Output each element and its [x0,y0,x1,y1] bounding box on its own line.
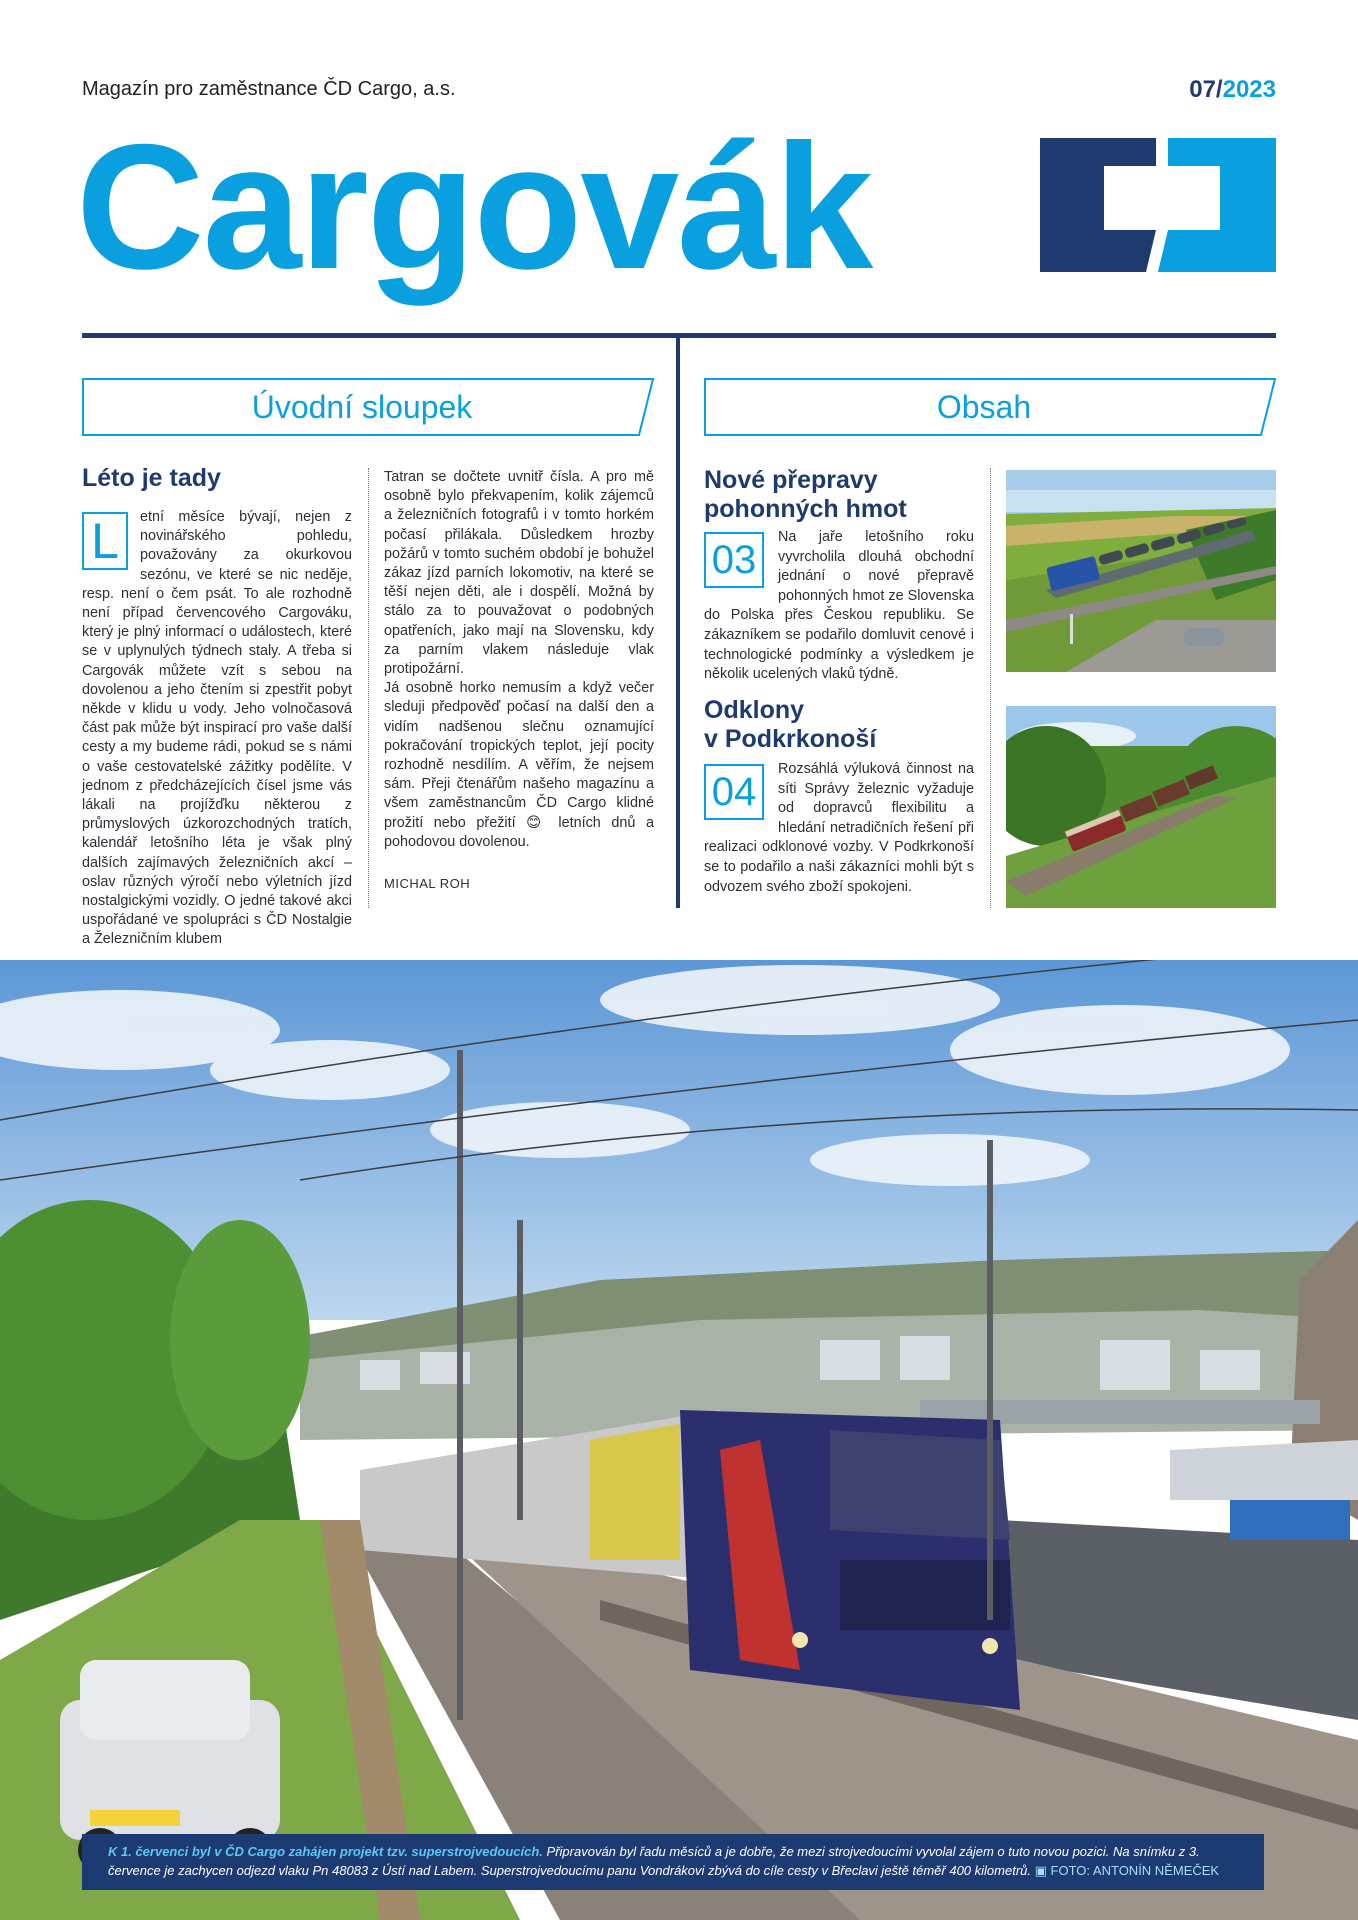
column-rule [676,338,680,908]
toc-title-line: pohonných hmot [704,495,907,523]
caption-credit: FOTO: ANTONÍN NĚMEČEK [1050,1863,1220,1878]
editorial-title: Léto je tady [82,464,221,492]
toc-item-title [704,696,876,754]
section-heading-editorial [82,378,654,436]
toc-summary: Na jaře letošního roku vyvrcholila dlouhá obchodní jednání o nové přepravě pohonných hmot ze Slovenska do Polska přes Českou republiku. Se zákazníkem se podařilo domluvit cenové i technologické podmínky a výsledkem je několik ucelených vlaků týdně. [704,529,974,683]
photo-caption [82,1834,1264,1890]
editorial-paragraph: Tatran se dočtete uvnitř čísla. A pro mě osobně bylo překvapením, kolik zájemců a železničních fotografů i v tomto horkém počasí přilákala. Důsledkem hrozby požárů v tomto suchém období je bohužel zákaz jízd parních lokomotiv, na které se těší nejen děti, ale i dospělí. Možná by stálo za to pouvažovat o podobných opatřeních, jako mají na Slovensku, kdy za parním vlakem následuje vlak protipožární. [384,469,654,678]
thumbnail-red-locomotive[interactable] [1006,706,1276,908]
toc-item-text [704,760,974,897]
issue-year: 2023 [1222,76,1276,103]
section-heading-contents [704,378,1276,436]
toc-title-line: v Podkrkonoší [704,725,877,753]
drop-cap: L [82,512,128,570]
editorial-paragraph: etní měsíce bývají, nejen z novinářského pohledu, považovány za okurkovou sezónu, ve které se nic neděje, resp. není o čem psát. To ale rozhodně není případ červencového Cargováku, který je plný informací o událostech, které se v uplynulých týdnech staly. A třeba si Cargovák můžete vzít s sebou na dovolenou a jeho čtením si zpestřit pobyt někde v klidu u vody. Jeho volnočasová část pak může být inspirací pro vaše další cesty a my budeme rádi, pokud se s námi o vaše cestovatelské zážitky podělíte. V jednom z předcházejících čísel jsme vás lákali na projížďku některou z průmyslových úzkorozchodných tratích, kalendář letošního léta je však plný dalších zajímavých železničních akcí – oslav různých výročí nebo výletních jízd nostalgickými vozidly. O jedné takové akci uspořádané ve spolupráci s ČD Nostalgie a Železničním klubem [82,509,352,948]
toc-item-text [704,528,974,685]
cd-logo-icon [1040,138,1276,272]
toc-title-line: Odklony [704,696,805,724]
editorial-signature: MICHAL ROH [384,876,471,892]
column-divider [990,468,991,908]
toc-page-number[interactable]: 04 [704,764,764,820]
issue-label [1189,76,1276,104]
column-divider [368,468,369,908]
thumbnail-tank-train[interactable] [1006,470,1276,672]
caption-text: Připravován byl řadu měsíců a je dobře, že mezi strojvedoucími vyvolal zájem o tuto novou pozici. Na snímku z 3. července je zachycen odjezd vlaku Pn 48083 z Ústí nad Labem. Superstrojvedoucímu panu Vondrákovi zbývá do cíle cesty v Břeclavi ještě téměř 400 kilometrů. [108,1844,1200,1878]
toc-item-title [704,466,907,524]
section-title-contents: Obsah [936,389,1032,425]
editorial-column-2 [384,468,654,893]
toc-title-line: Nové přepravy [704,466,878,494]
hero-photo-locomotive [0,960,1358,1920]
caption-lead: K 1. červenci byl v ČD Cargo zahájen projekt tzv. superstrojvedoucích. [108,1844,543,1859]
magazine-subtitle: Magazín pro zaměstnance ČD Cargo, a.s. [82,78,456,100]
camera-icon: ▣ [1034,1863,1047,1878]
editorial-column-1 [82,508,352,950]
editorial-paragraph: Já osobně horko nemusím a když večer sleduji předpověď počasí na další den a vidím nadšenou slečnu oznamující pokračování tropických teplot, její pocity rozhodně nesdílím. A věřím, že nejsem sám. Přeji čtenářům našeho magazínu a všem zaměstnancům ČD Cargo klidné prožití nebo přežití 😊 letních dnů a pohodovou dovolenou. [384,680,654,850]
toc-summary: Rozsáhlá výluková činnost na síti Správy železnic vyžaduje od dopravců flexibilitu a hledání netradičních řešení při realizaci odklonové vozby. V Podkrkonoší se to podařilo a naši zákazníci mohli být s odvozem svého zboží spokojeni. [704,761,974,895]
issue-number: 07/ [1189,76,1223,103]
toc-page-number[interactable]: 03 [704,532,764,588]
masthead-title: Cargovák [76,107,872,306]
section-title-editorial: Úvodní sloupek [251,389,473,425]
